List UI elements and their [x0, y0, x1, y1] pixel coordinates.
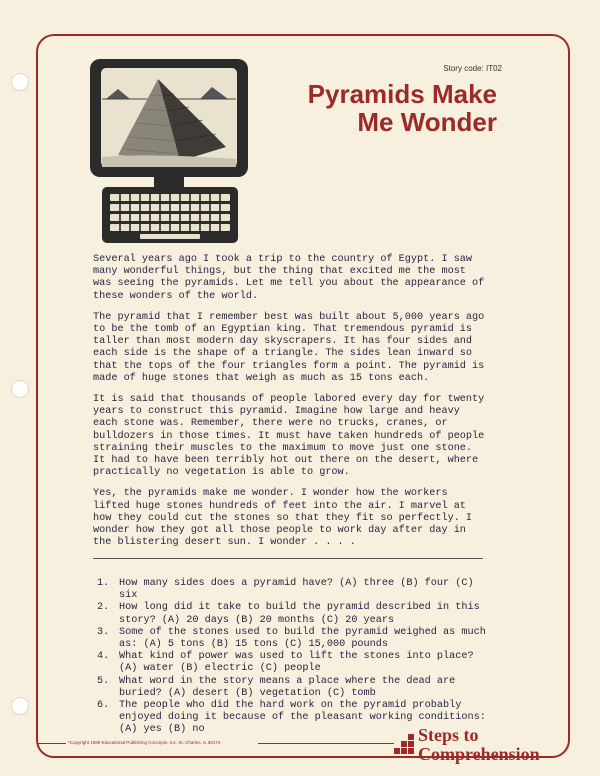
story-paragraph: It is said that thousands of people labored every day for twenty years to construct this pyramid. Imagine how large and heavy each stone was. Remember, there were no trucks, cranes, or bulldozers in those times. It must have taken hundreds of people straining their muscles to the maximum to move just one stone. It had to have been terribly hot out there on the desert, where practically no vegetation is able to grow.: [93, 394, 485, 479]
stacked-blocks-icon: [394, 734, 416, 756]
question-text: What kind of power was used to lift the stones into place? (A) water (B) electric (C) people: [119, 651, 474, 675]
question-item: [97, 578, 497, 602]
logo-line-2: Comprehension: [418, 744, 540, 764]
story-body: [93, 254, 487, 558]
divider: [93, 558, 483, 559]
binder-hole: [11, 380, 29, 398]
story-paragraph: Yes, the pyramids make me wonder. I wonder how the workers lifted huge stones hundreds of feet into the air. I marvel at how they could cut the stones so that they fit so perfectly. I wonder how they got all those people to work day after day in the blistering desert sun. I wonder . . . .: [93, 488, 473, 549]
question-text: How long did it take to build the pyramid described in this story? (A) 20 days (B) 20 months (C) 20 years: [119, 602, 480, 626]
story-paragraph: Several years ago I took a trip to the country of Egypt. I saw many wonderful things, but the thing that excited me the most was seeing the pyramids. Let me tell you about the appearance of these wonders of the world.: [93, 254, 485, 302]
title-line-2: Me Wonder: [357, 107, 497, 137]
copyright-notice: *Copyright 1989 Educational Publishing Concepts, Inc. St. Charles, IL 60174: [68, 740, 221, 745]
footer-rule-left: [38, 743, 66, 744]
question-text: Some of the stones used to build the pyramid weighed as much as: (A) 5 tons (B) 15 tons (C) 15,000 pounds: [119, 626, 486, 651]
question-number: 6.: [97, 700, 110, 712]
binder-hole: [11, 73, 29, 91]
story-code: Story code: IT02: [443, 64, 502, 73]
page-title: [308, 80, 497, 136]
steps-to-comprehension-logo: [394, 726, 564, 766]
binder-hole: [11, 697, 29, 715]
question-text: The people who did the hard work on the pyramid probably enjoyed doing it because of the pleasant working conditions: (A) yes (B) no: [119, 700, 486, 736]
question-item: [97, 627, 497, 651]
question-item: [97, 651, 497, 675]
story-paragraph: The pyramid that I remember best was built about 5,000 years ago to be the tomb of an Egyptian king. That tremendous pyramid is taller than most modern day skyscrapers. It has four sides and each side is the shape of a triangle. The sides lean inward so that the tops of the four triangles form a point. The pyramid is made of huge stones that weigh as much as 15 tons each.: [93, 311, 485, 384]
title-line-1: Pyramids Make: [307, 79, 497, 109]
question-number: 2.: [97, 602, 110, 614]
question-number: 3.: [97, 626, 110, 638]
question-number: 1.: [97, 578, 110, 589]
question-item: [97, 676, 497, 700]
question-number: 4.: [97, 651, 110, 663]
question-text: What word in the story means a place where the dead are buried? (A) desert (B) vegetation (C) tomb: [119, 675, 456, 699]
question-list: [97, 578, 497, 737]
question-number: 5.: [97, 675, 110, 687]
logo-line-1: Steps to: [418, 725, 479, 745]
question-item: [97, 602, 497, 626]
question-text: How many sides does a pyramid have? (A) three (B) four (C) six: [119, 578, 474, 602]
footer-rule-right: [258, 743, 394, 744]
computer-pyramid-icon: [88, 57, 250, 247]
